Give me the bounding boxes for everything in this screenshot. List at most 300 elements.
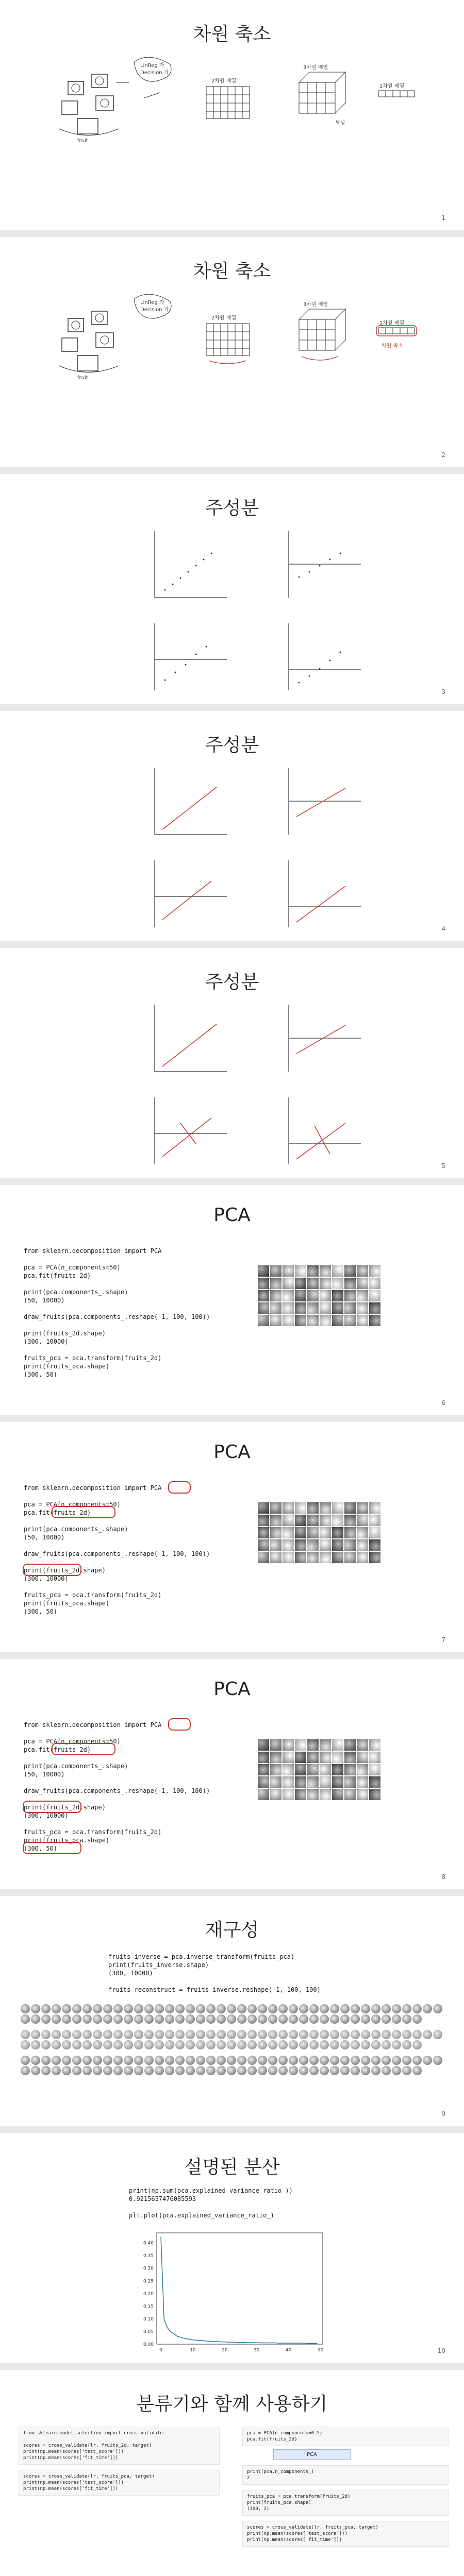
component-image (307, 1739, 319, 1751)
code-line: print(fruits_pca.shape) (247, 2500, 311, 2505)
reconstructed-fruit-image (103, 2014, 112, 2024)
explained-variance-chart (134, 2226, 330, 2360)
reconstructed-fruit-image (93, 2066, 102, 2075)
slide-principal-component-1 (0, 474, 464, 711)
reconstructed-fruit-image (433, 2056, 442, 2065)
page-number: 2 (441, 451, 445, 459)
component-image (283, 1527, 294, 1538)
component-image (369, 1502, 380, 1514)
code-line: from sklearn.model_selection import cross_validate (23, 2431, 163, 2436)
reconstructed-fruit-image (330, 2040, 339, 2049)
reconstructed-fruit-image (72, 2004, 81, 2013)
component-image (332, 1278, 343, 1289)
array-label-2d: 2차원 배열 (211, 78, 237, 84)
reconstructed-fruit-image (21, 2056, 30, 2065)
reconstructed-fruit-image (175, 2040, 185, 2049)
reconstructed-fruit-image (31, 2056, 40, 2065)
code-line: scores = cross_validate(lr, fruits_pca, target) (247, 2525, 378, 2530)
code-line: pca.fit(fruits_2d) (24, 1509, 91, 1516)
reconstructed-fruit-image (412, 2030, 422, 2039)
reconstructed-fruit-image (299, 2040, 308, 2049)
reconstructed-fruit-image (258, 2056, 267, 2065)
reconstructed-fruit-image (41, 2004, 51, 2013)
reconstructed-images (21, 2004, 443, 2081)
code-line: fruits_pca = pca.transform(fruits_2d) (247, 2494, 351, 2499)
reconstructed-fruit-image (113, 2056, 123, 2065)
reconstructed-fruit-image (309, 2056, 319, 2065)
reconstructed-fruit-image (41, 2040, 51, 2049)
reconstructed-fruit-image (227, 2004, 236, 2013)
component-image (344, 1265, 356, 1277)
reconstructed-fruit-image (93, 2030, 102, 2039)
x-tick-label: 10 (190, 2348, 196, 2353)
reconstructed-fruit-image (134, 2030, 143, 2039)
code-line: (300, 10000) (24, 1338, 69, 1345)
code-line: print(np.mean(scores['fit_time'])) (23, 2486, 119, 2492)
component-image (307, 1752, 319, 1763)
reconstructed-fruit-image (186, 2040, 195, 2049)
x-tick-label: 0 (159, 2348, 162, 2353)
reconstructed-fruit-image (289, 2040, 298, 2049)
page-number: 10 (437, 2347, 445, 2354)
code-line: print(fruits_2d.shape) (24, 1330, 106, 1337)
reconstructed-fruit-image (278, 2004, 288, 2013)
component-image (357, 1278, 368, 1289)
reconstructed-fruit-image (21, 2030, 30, 2039)
reconstructed-fruit-image (52, 2004, 61, 2013)
reconstructed-fruit-image (82, 2056, 92, 2065)
reconstructed-fruit-image (155, 2066, 164, 2075)
highlight-transformed-shape (23, 1842, 81, 1854)
reconstructed-fruit-image (31, 2014, 40, 2024)
component-image (295, 1302, 306, 1314)
component-image (369, 1776, 380, 1788)
reconstructed-fruit-image (165, 2030, 174, 2039)
reconstructed-fruit-image (382, 2014, 391, 2024)
reconstructed-fruit-image (41, 2066, 51, 2075)
reconstructed-fruit-image (52, 2056, 61, 2065)
code-line: print(np.mean(scores['test_score'])) (23, 2449, 124, 2454)
reconstructed-fruit-image (82, 2030, 92, 2039)
component-image (307, 1764, 319, 1775)
code-line: fruits_pca = pca.transform(fruits_2d) (24, 1828, 162, 1836)
reconstructed-fruit-image (278, 2066, 288, 2075)
code-line: print(pca.components_.shape) (24, 1526, 128, 1533)
reconstructed-fruit-image (371, 2030, 380, 2039)
reconstructed-fruit-image (144, 2040, 154, 2049)
reconstructed-fruit-image (52, 2066, 61, 2075)
reconstructed-fruit-image (412, 2066, 422, 2075)
page-number: 7 (441, 1636, 445, 1643)
component-image (344, 1752, 356, 1763)
code-line: print(np.mean(scores['test_score'])) (247, 2531, 348, 2536)
code-line: pca.fit(fruits_2d) (24, 1272, 91, 1279)
reconstructed-fruit-image (227, 2056, 236, 2065)
reconstructed-fruit-image (31, 2004, 40, 2013)
reconstructed-row (21, 2004, 443, 2024)
component-image (369, 1278, 380, 1289)
reconstructed-fruit-image (72, 2030, 81, 2039)
reconstructed-fruit-image (82, 2004, 92, 2013)
reconstructed-fruit-image (217, 2014, 226, 2024)
component-image (295, 1515, 306, 1526)
component-image (369, 1290, 380, 1301)
component-image (258, 1315, 269, 1326)
reconstructed-fruit-image (62, 2066, 71, 2075)
reconstructed-fruit-image (41, 2056, 51, 2065)
reconstructed-fruit-image (31, 2030, 40, 2039)
slide-title: PCA (213, 1205, 251, 1226)
reconstructed-fruit-image (155, 2004, 164, 2013)
left-notebook-cells (19, 2427, 220, 2501)
component-image (369, 1739, 380, 1751)
reconstructed-fruit-image (299, 2056, 308, 2065)
slide-reconstruction (0, 1896, 464, 2133)
reconstructed-fruit-image (175, 2004, 185, 2013)
component-image (270, 1552, 281, 1563)
axes-sketch (0, 948, 464, 1185)
component-image (307, 1265, 319, 1277)
component-image (295, 1776, 306, 1788)
component-image (283, 1752, 294, 1763)
reconstructed-fruit-image (299, 2014, 308, 2024)
slide-title: 분류기와 함께 사용하기 (136, 2394, 328, 2415)
reconstructed-fruit-image (217, 2030, 226, 2039)
component-image (270, 1265, 281, 1277)
component-image (320, 1739, 331, 1751)
component-image (307, 1290, 319, 1301)
code-line (24, 1346, 210, 1354)
reconstructed-fruit-image (423, 2004, 432, 2013)
reconstructed-fruit-image (217, 2066, 226, 2075)
component-image (258, 1552, 269, 1563)
code-line: (300, 50) (24, 1371, 58, 1378)
component-image (295, 1502, 306, 1514)
component-image (357, 1552, 368, 1563)
reconstructed-fruit-image (247, 2040, 257, 2049)
reconstructed-fruit-image (196, 2030, 205, 2039)
code-line: draw_fruits(pca.components_.reshape(-1, 100, 100)) (24, 1787, 210, 1794)
component-image (270, 1789, 281, 1800)
sketch-note-fruit: fruit (77, 138, 88, 144)
reconstructed-fruit-image (134, 2056, 143, 2065)
component-image (344, 1539, 356, 1551)
component-image (320, 1764, 331, 1775)
reconstructed-fruit-image (433, 2030, 442, 2039)
component-image (369, 1552, 380, 1563)
component-image (320, 1290, 331, 1301)
code-line: fruits_reconstruct = fruits_inverse.reshape(-1, 100, 100) (108, 1986, 321, 1993)
slide-title: 주성분 (205, 972, 259, 993)
component-image (295, 1290, 306, 1301)
component-image (320, 1527, 331, 1538)
code-line: print(np.sum(pca.explained_variance_ratio_)) (129, 2187, 293, 2194)
code-line: pca = PCA(n_components=50) (24, 1738, 121, 1745)
reconstructed-fruit-image (247, 2030, 257, 2039)
component-image (295, 1764, 306, 1775)
components-image-grid (258, 1502, 380, 1563)
reconstructed-fruit-image (258, 2066, 267, 2075)
component-image (320, 1315, 331, 1326)
array-label-3d: 3차원 배열 (303, 302, 328, 308)
code-line (24, 1754, 210, 1762)
reconstructed-fruit-image (124, 2040, 133, 2049)
component-image (295, 1265, 306, 1277)
reconstructed-fruit-image (340, 2040, 350, 2049)
component-image (270, 1502, 281, 1514)
component-image (307, 1539, 319, 1551)
reconstructed-fruit-image (340, 2014, 350, 2024)
code-block (24, 1484, 210, 1616)
axes-sketch (0, 711, 464, 948)
component-image (332, 1739, 343, 1751)
component-image (307, 1302, 319, 1314)
component-image (295, 1315, 306, 1326)
reconstructed-fruit-image (103, 2030, 112, 2039)
reconstructed-fruit-image (382, 2004, 391, 2013)
slide-pca-2 (0, 1422, 464, 1659)
component-image (332, 1527, 343, 1538)
component-image (295, 1527, 306, 1538)
slide-title: 주성분 (205, 498, 259, 519)
reconstructed-fruit-image (217, 2004, 226, 2013)
component-image (270, 1527, 281, 1538)
array-caption-feature: 특성 (335, 121, 345, 126)
reconstructed-fruit-image (351, 2004, 360, 2013)
reconstructed-fruit-image (237, 2040, 246, 2049)
reconstructed-fruit-image (258, 2040, 267, 2049)
component-image (332, 1290, 343, 1301)
reconstructed-fruit-image (196, 2056, 205, 2065)
reconstructed-fruit-image (31, 2066, 40, 2075)
code-line (129, 2203, 293, 2211)
component-image (283, 1552, 294, 1563)
code-line: pca.fit(fruits_2d) (247, 2437, 297, 2442)
code-line: print(np.mean(scores['fit_time'])) (247, 2537, 342, 2543)
component-image (283, 1290, 294, 1301)
component-image (332, 1764, 343, 1775)
reconstructed-fruit-image (371, 2066, 380, 2075)
component-image (357, 1527, 368, 1538)
reconstructed-fruit-image (93, 2056, 102, 2065)
reconstructed-fruit-image (412, 2014, 422, 2024)
reconstructed-fruit-image (196, 2066, 205, 2075)
components-image-grid (258, 1265, 380, 1326)
component-image (357, 1515, 368, 1526)
reconstructed-fruit-image (392, 2066, 401, 2075)
component-image (320, 1302, 331, 1314)
component-image (332, 1502, 343, 1514)
component-image (344, 1527, 356, 1538)
reconstructed-fruit-image (72, 2040, 81, 2049)
component-image (270, 1752, 281, 1763)
array-caption-reduction: 차원 축소 (382, 343, 403, 349)
component-image (283, 1764, 294, 1775)
reconstructed-fruit-image (113, 2004, 123, 2013)
code-block (129, 2187, 293, 2219)
code-line: (300, 10000) (24, 1812, 69, 1819)
component-image (270, 1764, 281, 1775)
component-image (258, 1515, 269, 1526)
component-image (369, 1515, 380, 1526)
code-line: print(fruits_2d.shape) (24, 1804, 106, 1811)
reconstructed-fruit-image (351, 2040, 360, 2049)
reconstructed-fruit-image (175, 2056, 185, 2065)
reconstructed-fruit-image (82, 2066, 92, 2075)
component-image (344, 1302, 356, 1314)
slide-explained-variance (0, 2133, 464, 2370)
code-block (24, 1247, 210, 1379)
component-image (307, 1776, 319, 1788)
reconstructed-fruit-image (175, 2030, 185, 2039)
reconstructed-fruit-image (134, 2014, 143, 2024)
reconstructed-fruit-image (402, 2040, 411, 2049)
component-image (307, 1515, 319, 1526)
component-image (270, 1302, 281, 1314)
code-line (23, 2436, 215, 2443)
x-tick-label: 20 (222, 2348, 228, 2353)
reconstructed-fruit-image (237, 2066, 246, 2075)
code-line: pca = PCA(n_components=50) (24, 1264, 121, 1271)
reconstructed-fruit-image (320, 2004, 329, 2013)
reconstructed-fruit-image (52, 2030, 61, 2039)
reconstructed-fruit-image (113, 2030, 123, 2039)
component-image (344, 1278, 356, 1289)
page-number: 3 (441, 688, 445, 696)
notebook-cell (242, 2465, 449, 2485)
reconstructed-fruit-image (165, 2056, 174, 2065)
code-line: pca.fit(fruits_2d) (24, 1746, 91, 1753)
component-image (320, 1502, 331, 1514)
code-line: (50, 10000) (24, 1771, 65, 1778)
component-image (283, 1265, 294, 1277)
reconstructed-fruit-image (268, 2040, 277, 2049)
reconstructed-fruit-image (247, 2014, 257, 2024)
reconstructed-fruit-image (340, 2066, 350, 2075)
y-tick-label: 0.30 (143, 2266, 154, 2272)
sketch-drawing (0, 237, 464, 474)
component-image (369, 1764, 380, 1775)
code-line: fruits_pca = pca.transform(fruits_2d) (24, 1591, 162, 1599)
reconstructed-fruit-image (62, 2040, 71, 2049)
sketch-note-decision: Decision 가 (140, 70, 169, 76)
reconstructed-fruit-image (186, 2066, 195, 2075)
reconstructed-fruit-image (268, 2014, 277, 2024)
reconstructed-fruit-image (124, 2030, 133, 2039)
reconstructed-fruit-image (237, 2056, 246, 2065)
reconstructed-fruit-image (165, 2066, 174, 2075)
code-line (24, 1541, 210, 1550)
reconstructed-fruit-image (320, 2066, 329, 2075)
reconstructed-fruit-image (196, 2014, 205, 2024)
reconstructed-fruit-image (206, 2066, 216, 2075)
reconstructed-fruit-image (351, 2030, 360, 2039)
component-image (344, 1764, 356, 1775)
code-block (23, 2473, 215, 2492)
component-image (258, 1739, 269, 1751)
code-line: print(fruits_pca.shape) (24, 1363, 110, 1370)
slide-title: 차원 축소 (193, 24, 271, 45)
reconstructed-fruit-image (227, 2014, 236, 2024)
component-image (270, 1290, 281, 1301)
component-image (295, 1552, 306, 1563)
reconstructed-fruit-image (412, 2056, 422, 2065)
reconstructed-fruit-image (206, 2056, 216, 2065)
reconstructed-fruit-image (278, 2056, 288, 2065)
reconstructed-fruit-image (309, 2030, 319, 2039)
reconstructed-fruit-image (371, 2040, 380, 2049)
code-line: (300, 50) (24, 1845, 58, 1852)
component-image (344, 1290, 356, 1301)
slide-with-classifier (0, 2370, 464, 2576)
reconstructed-fruit-image (330, 2004, 339, 2013)
reconstructed-fruit-image (72, 2056, 81, 2065)
component-image (357, 1539, 368, 1551)
reconstructed-fruit-image (268, 2030, 277, 2039)
reconstructed-fruit-image (412, 2040, 422, 2049)
reconstructed-fruit-image (278, 2030, 288, 2039)
reconstructed-fruit-image (196, 2004, 205, 2013)
component-image (320, 1278, 331, 1289)
code-line: pca = PCA(n_components=50) (24, 1501, 121, 1508)
reconstructed-fruit-image (62, 2014, 71, 2024)
reconstructed-fruit-image (175, 2066, 185, 2075)
reconstructed-fruit-image (433, 2004, 442, 2013)
page-number: 8 (441, 1873, 445, 1880)
code-line: print(np.mean(scores['test_score'])) (23, 2480, 124, 2485)
reconstructed-fruit-image (402, 2066, 411, 2075)
reconstructed-fruit-image (361, 2030, 370, 2039)
y-tick-label: 0.35 (143, 2253, 154, 2259)
reconstructed-fruit-image (247, 2066, 257, 2075)
component-image (369, 1752, 380, 1763)
array-diagram (0, 0, 464, 237)
reconstructed-fruit-image (217, 2040, 226, 2049)
reconstructed-fruit-image (289, 2030, 298, 2039)
code-line (24, 1321, 210, 1329)
page-number: 9 (441, 2110, 445, 2117)
notebook-cell (242, 2521, 449, 2547)
reconstructed-fruit-image (412, 2004, 422, 2013)
reconstructed-fruit-image (41, 2030, 51, 2039)
component-image (283, 1539, 294, 1551)
code-line: print(np.mean(scores['fit_time'])) (23, 2455, 119, 2461)
component-image (357, 1302, 368, 1314)
component-image (369, 1315, 380, 1326)
plot-frame (157, 2233, 323, 2344)
reconstructed-fruit-image (361, 2066, 370, 2075)
reconstructed-fruit-image (124, 2056, 133, 2065)
reconstructed-fruit-image (52, 2014, 61, 2024)
reconstructed-fruit-image (41, 2014, 51, 2024)
page-number: 5 (441, 1162, 445, 1170)
right-notebook-cells (242, 2427, 449, 2552)
code-line (24, 1517, 210, 1525)
code-line: print(fruits_inverse.shape) (108, 1961, 209, 1969)
reconstructed-fruit-image (134, 2004, 143, 2013)
reconstructed-fruit-image (227, 2040, 236, 2049)
reconstructed-fruit-image (268, 2004, 277, 2013)
reconstructed-fruit-image (93, 2004, 102, 2013)
reconstructed-fruit-image (361, 2014, 370, 2024)
pca-highlight-label: PCA (273, 2449, 351, 2460)
component-image (258, 1776, 269, 1788)
page-number: 6 (441, 1399, 445, 1406)
highlight-pca-import (168, 1481, 191, 1494)
reconstructed-fruit-image (320, 2014, 329, 2024)
reconstructed-fruit-image (289, 2014, 298, 2024)
reconstructed-fruit-image (309, 2014, 319, 2024)
